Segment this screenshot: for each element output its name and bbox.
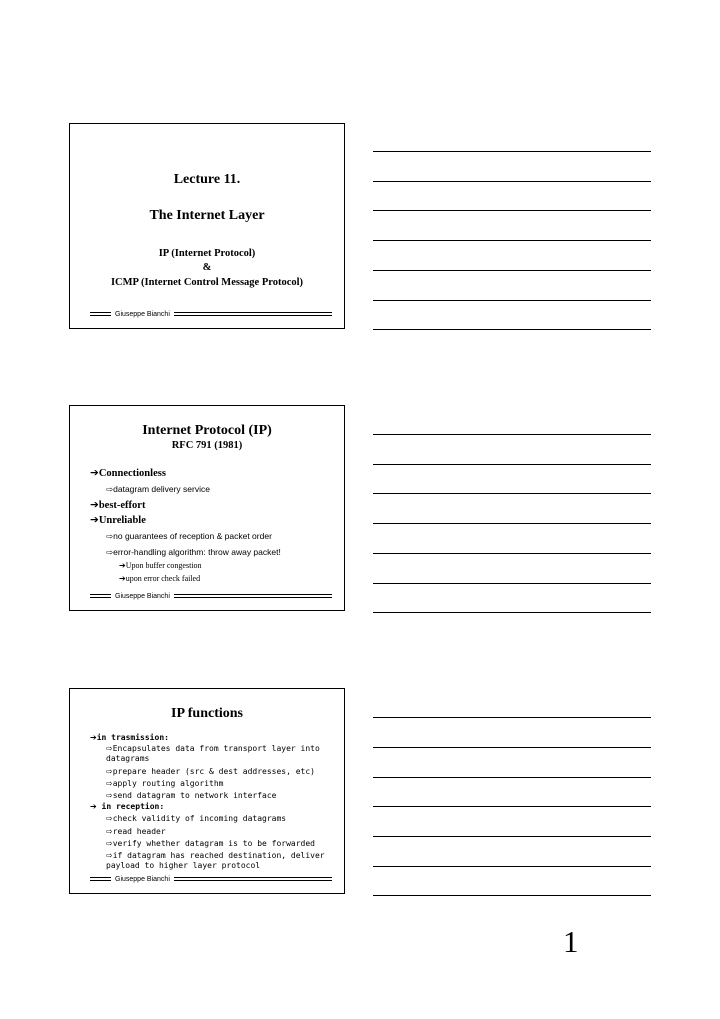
page-number: 1 [563, 924, 579, 959]
hollow-arrow-icon: ⇨ [106, 779, 113, 788]
hollow-arrow-icon: ⇨ [106, 839, 113, 848]
note-line [373, 151, 651, 152]
arrow-right-icon: ➔ [90, 802, 97, 811]
slide-footer [90, 874, 332, 884]
hollow-arrow-icon: ⇨ [106, 548, 114, 558]
footer-divider [174, 594, 332, 598]
list-item: ⇨prepare header (src & dest addresses, etc) [106, 767, 315, 776]
footer-divider [174, 312, 332, 316]
note-line [373, 806, 651, 807]
note-line [373, 210, 651, 211]
slide-footer [90, 591, 332, 601]
hollow-arrow-icon: ⇨ [106, 814, 113, 823]
hollow-arrow-icon: ⇨ [106, 767, 113, 776]
slide-2 [69, 405, 345, 611]
arrow-right-icon: ➔ [119, 574, 126, 583]
list-item: ➔Connectionless [90, 467, 166, 479]
footer-author: Giuseppe Bianchi [115, 310, 170, 318]
list-item: ⇨no guarantees of reception & packet order [106, 531, 272, 542]
footer-divider [90, 312, 111, 316]
note-line [373, 523, 651, 524]
note-line [373, 895, 651, 896]
slide-line: IP (Internet Protocol) [158, 248, 256, 259]
list-item: ➔Upon buffer congestion [119, 561, 202, 570]
list-item: ⇨send datagram to network interface [106, 791, 277, 800]
slide-subtitle: The Internet Layer [149, 208, 265, 223]
list-item: ➔ in reception: [90, 802, 165, 811]
note-line [373, 553, 651, 554]
arrow-right-icon: ➔ [90, 467, 99, 479]
list-item: ⇨check validity of incoming datagrams [106, 814, 287, 823]
list-item: ⇨apply routing algorithm [106, 779, 224, 788]
slide-title: Lecture 11. [173, 172, 241, 187]
note-line [373, 583, 651, 584]
slide-1 [69, 123, 345, 329]
list-item: ⇨error-handling algorithm: throw away packet! [106, 547, 281, 558]
note-line [373, 181, 651, 182]
list-item: ➔upon error check failed [119, 574, 201, 583]
list-item: ➔best-effort [90, 499, 146, 511]
list-item: ⇨datagram delivery service [106, 484, 210, 495]
list-item: ➔Unreliable [90, 514, 146, 526]
note-line [373, 493, 651, 494]
list-item: ⇨read header [106, 827, 166, 836]
note-line [373, 747, 651, 748]
hollow-arrow-icon: ⇨ [106, 485, 114, 495]
note-line [373, 329, 651, 330]
slide-title: Internet Protocol (IP) [142, 423, 272, 438]
slide-3 [69, 688, 345, 894]
footer-divider [174, 877, 332, 881]
slide-line: ICMP (Internet Control Message Protocol) [110, 277, 304, 288]
note-line [373, 434, 651, 435]
footer-author: Giuseppe Bianchi [115, 875, 170, 883]
note-line [373, 270, 651, 271]
note-line [373, 240, 651, 241]
note-line [373, 717, 651, 718]
note-line [373, 464, 651, 465]
hollow-arrow-icon: ⇨ [106, 532, 114, 542]
footer-divider [90, 877, 111, 881]
hollow-arrow-icon: ⇨ [106, 744, 113, 753]
note-line [373, 866, 651, 867]
arrow-right-icon: ➔ [90, 733, 97, 742]
slide-title: IP functions [171, 706, 243, 721]
note-line [373, 777, 651, 778]
hollow-arrow-icon: ⇨ [106, 791, 113, 800]
note-line [373, 300, 651, 301]
hollow-arrow-icon: ⇨ [106, 851, 113, 860]
footer-divider [90, 594, 111, 598]
arrow-right-icon: ➔ [90, 499, 99, 511]
list-item: ⇨if datagram has reached destination, deliver payload to higher layer protocol [106, 851, 325, 870]
slide-subtitle: RFC 791 (1981) [171, 440, 243, 451]
hollow-arrow-icon: ⇨ [106, 827, 113, 836]
note-line [373, 836, 651, 837]
arrow-right-icon: ➔ [90, 514, 99, 526]
list-item: ⇨Encapsulates data from transport layer into datagrams [106, 744, 320, 763]
list-item: ➔in trasmission: [90, 733, 169, 742]
note-line [373, 612, 651, 613]
footer-author: Giuseppe Bianchi [115, 592, 170, 600]
slide-line: & [202, 262, 212, 273]
arrow-right-icon: ➔ [119, 561, 126, 570]
list-item: ⇨verify whether datagram is to be forwarded [106, 839, 315, 848]
slide-footer [90, 309, 332, 319]
